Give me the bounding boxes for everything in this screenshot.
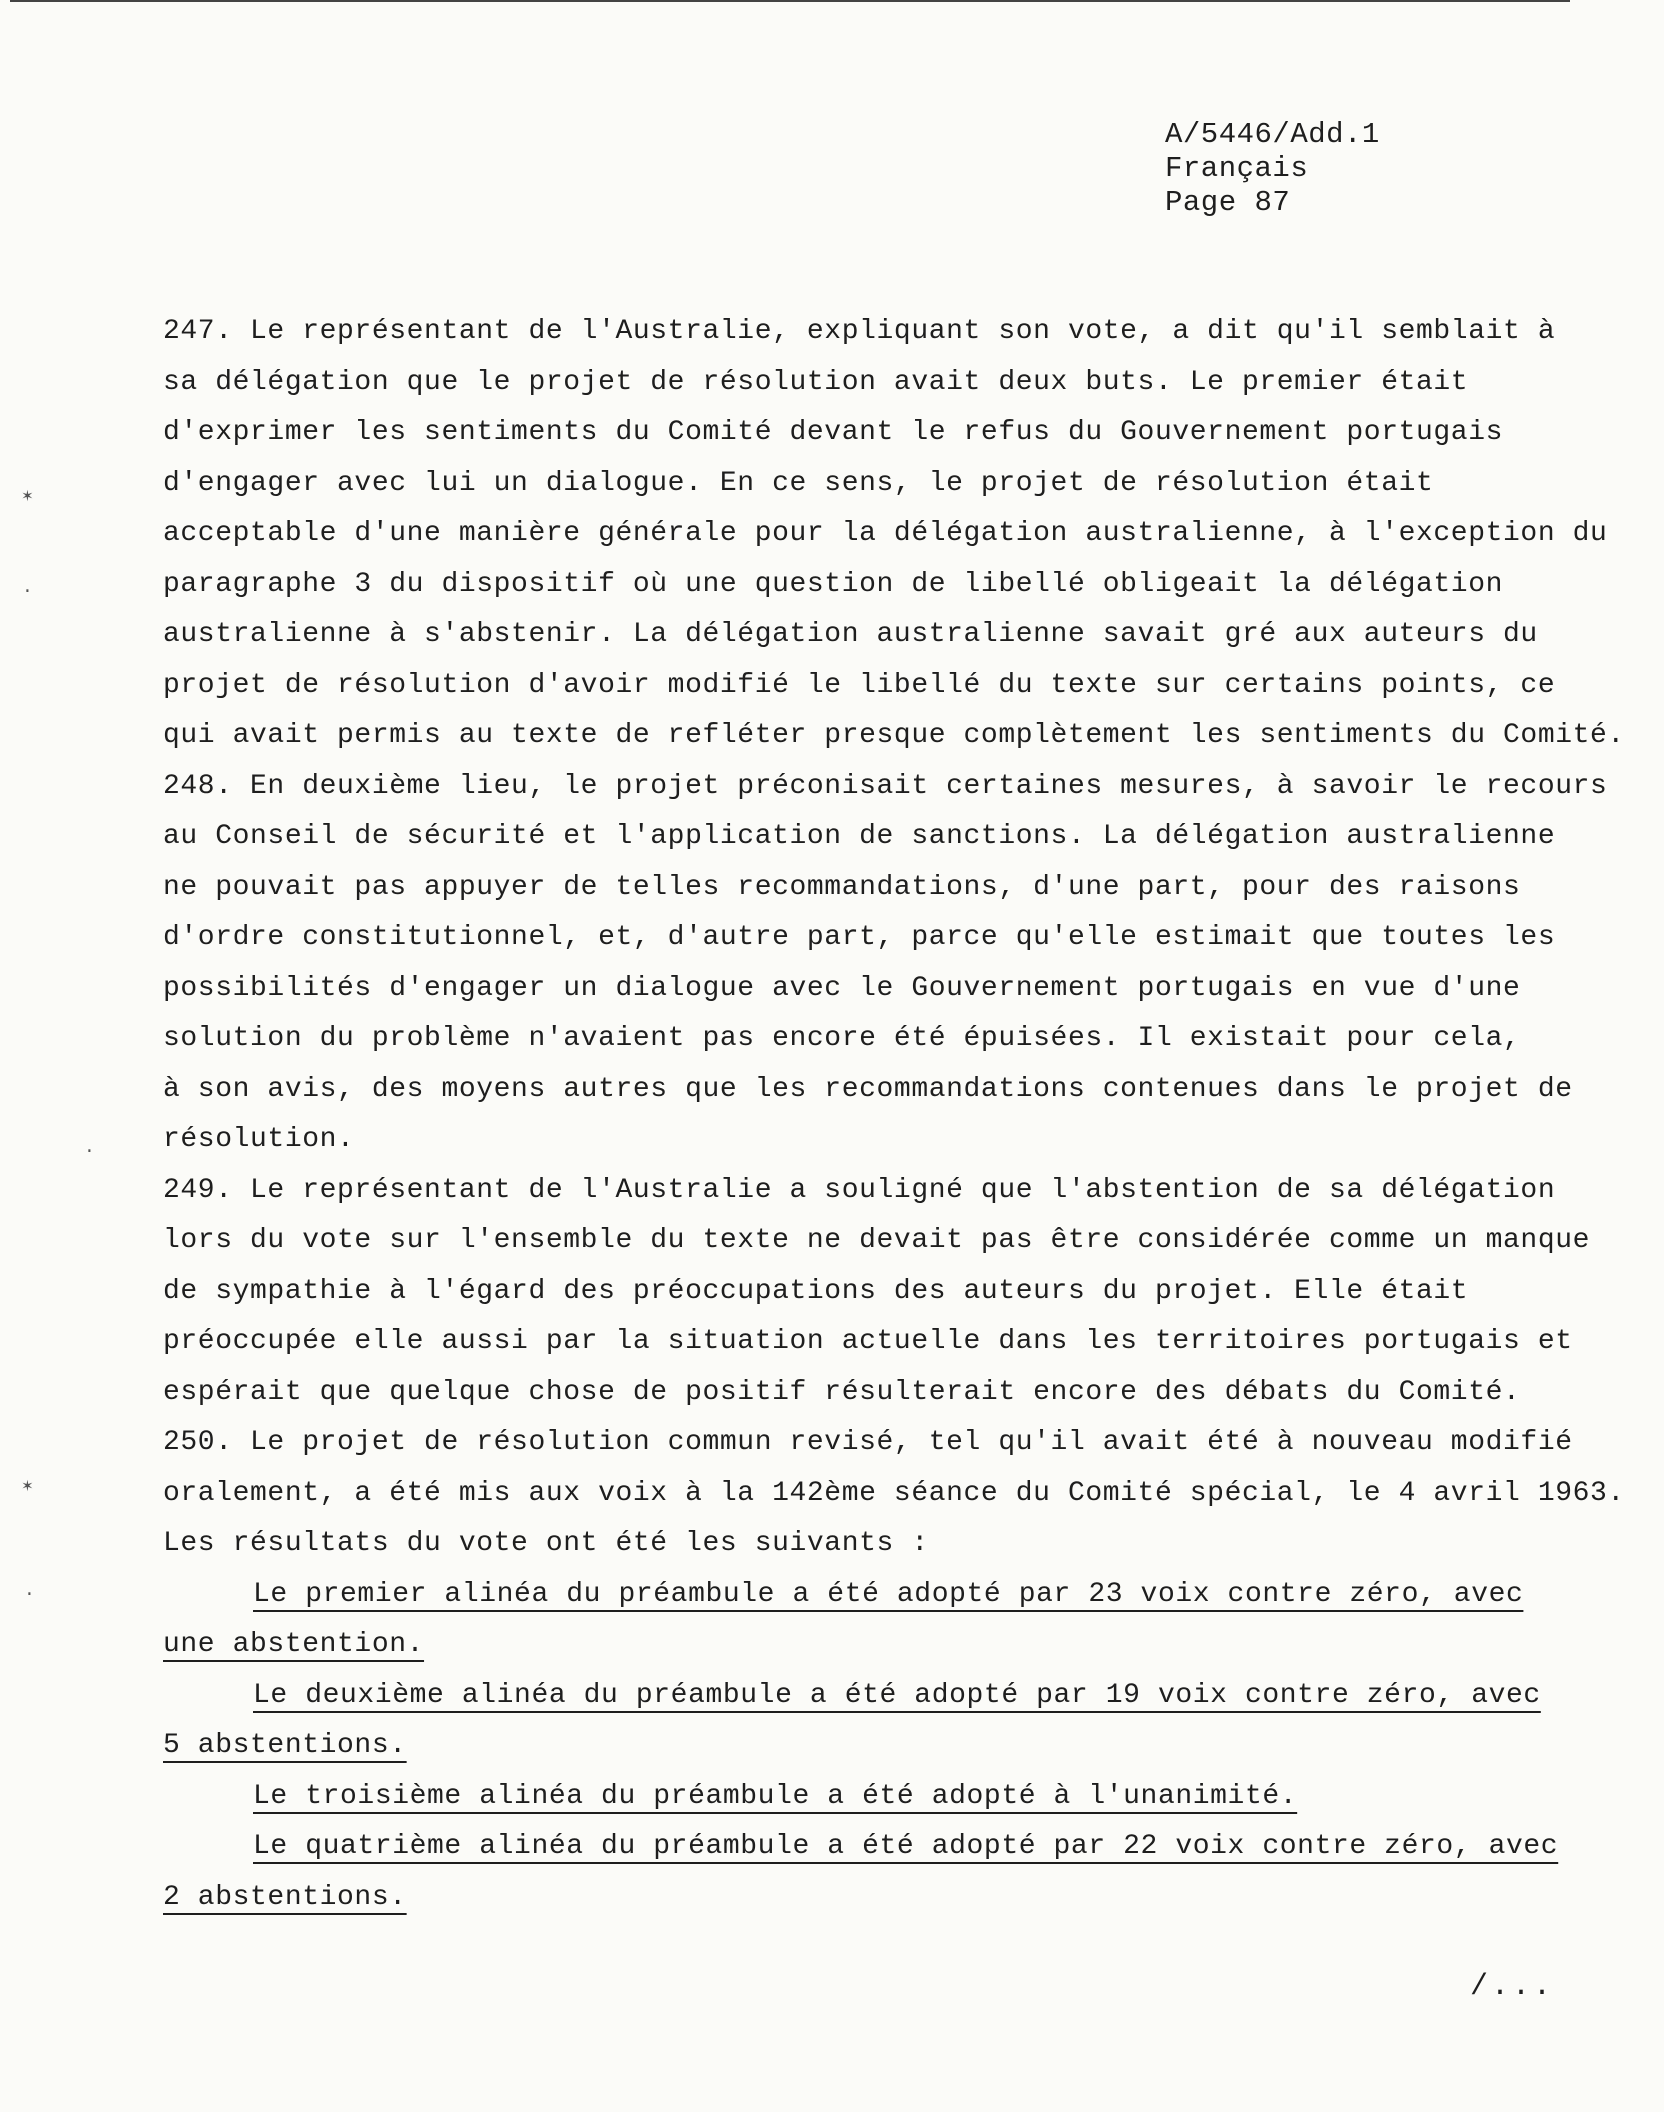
text-line: 250. Le projet de résolution commun revisé, tel qu'il avait été à nouveau modifié <box>163 1427 1573 1458</box>
text-line: ne pouvait pas appuyer de telles recommandations, d'une part, pour des raisons <box>163 871 1521 903</box>
text-line: à son avis, des moyens autres que les recommandations contenues dans le projet de <box>163 1073 1573 1105</box>
vote-result-text: Le premier alinéa du préambule a été adopté par 23 voix contre zéro, avec <box>253 1578 1524 1610</box>
top-border-line <box>10 0 1570 2</box>
vote-result-line <box>163 1721 1563 1772</box>
text-line: projet de résolution d'avoir modifié le libellé du texte sur certains points, ce <box>163 669 1556 701</box>
text-line: d'ordre constitutionnel, et, d'autre part, parce qu'elle estimait que toutes les <box>163 922 1556 953</box>
document-language: Français <box>1165 152 1309 185</box>
text-line: acceptable d'une manière générale pour la délégation australienne, à l'exception du <box>163 518 1608 549</box>
text-line: sa délégation que le projet de résolution avait deux buts. Le premier était <box>163 366 1469 398</box>
margin-mark: ✶ <box>22 1477 33 1497</box>
text-line: 249. Le représentant de l'Australie a souligné que l'abstention de sa délégation <box>163 1174 1556 1206</box>
document-header <box>1165 118 1380 220</box>
text-line: 248. En deuxième lieu, le projet préconisait certaines mesures, à savoir le recours <box>163 770 1608 802</box>
text-line: d'exprimer les sentiments du Comité devant le refus du Gouvernement portugais <box>163 417 1504 448</box>
document-body <box>163 307 1625 1923</box>
vote-result-text: Le quatrième alinéa du préambule a été adopté par 22 voix contre zéro, avec <box>253 1831 1559 1862</box>
vote-result-line <box>163 1822 1563 1873</box>
text-line: australienne à s'abstenir. La délégation australienne savait gré aux auteurs du <box>163 619 1538 650</box>
margin-mark: ✶ <box>22 487 33 507</box>
text-line: au Conseil de sécurité et l'application de sanctions. La délégation australienne <box>163 821 1556 852</box>
vote-result-line <box>163 1570 1563 1621</box>
text-line: espérait que quelque chose de positif résulterait encore des débats du Comité. <box>163 1376 1521 1408</box>
text-line: paragraphe 3 du dispositif où une question de libellé obligeait la délégation <box>163 568 1504 600</box>
text-line: qui avait permis au texte de refléter presque complètement les sentiments du Comité. <box>163 720 1625 751</box>
text-line: possibilités d'engager un dialogue avec le Gouvernement portugais en vue d'une <box>163 972 1521 1004</box>
vote-result-line <box>163 1772 1563 1823</box>
vote-result-text: Le troisième alinéa du préambule a été adopté à l'unanimité. <box>253 1780 1298 1812</box>
page-number: Page 87 <box>1165 186 1291 219</box>
text-line: lors du vote sur l'ensemble du texte ne devait pas être considérée comme un manque <box>163 1225 1591 1256</box>
text-line: résolution. <box>163 1124 355 1155</box>
margin-mark: · <box>84 1142 95 1162</box>
vote-result-line <box>163 1873 1563 1924</box>
text-line: d'engager avec lui un dialogue. En ce sens, le projet de résolution était <box>163 467 1434 499</box>
text-line: de sympathie à l'égard des préoccupations des auteurs du projet. Elle était <box>163 1275 1469 1307</box>
margin-mark: · <box>22 582 33 602</box>
vote-result-text: 2 abstentions. <box>163 1881 407 1913</box>
vote-result-line <box>163 1671 1563 1722</box>
continuation-mark: /... <box>1470 1970 1555 2004</box>
vote-result-text: Le deuxième alinéa du préambule a été adopté par 19 voix contre zéro, avec <box>253 1679 1541 1711</box>
margin-mark: · <box>24 1585 35 1605</box>
text-line: oralement, a été mis aux voix à la 142ème séance du Comité spécial, le 4 avril 1963. <box>163 1477 1625 1509</box>
vote-result-line <box>163 1620 1563 1671</box>
text-line: préoccupée elle aussi par la situation actuelle dans les territoires portugais et <box>163 1326 1573 1357</box>
vote-result-text: 5 abstentions. <box>163 1730 407 1761</box>
document-symbol: A/5446/Add.1 <box>1165 118 1380 151</box>
text-line: Les résultats du vote ont été les suivants : <box>163 1528 929 1559</box>
text-line: solution du problème n'avaient pas encore été épuisées. Il existait pour cela, <box>163 1023 1521 1054</box>
text-line: 247. Le représentant de l'Australie, expliquant son vote, a dit qu'il semblait à <box>163 316 1556 347</box>
vote-result-text: une abstention. <box>163 1629 425 1660</box>
